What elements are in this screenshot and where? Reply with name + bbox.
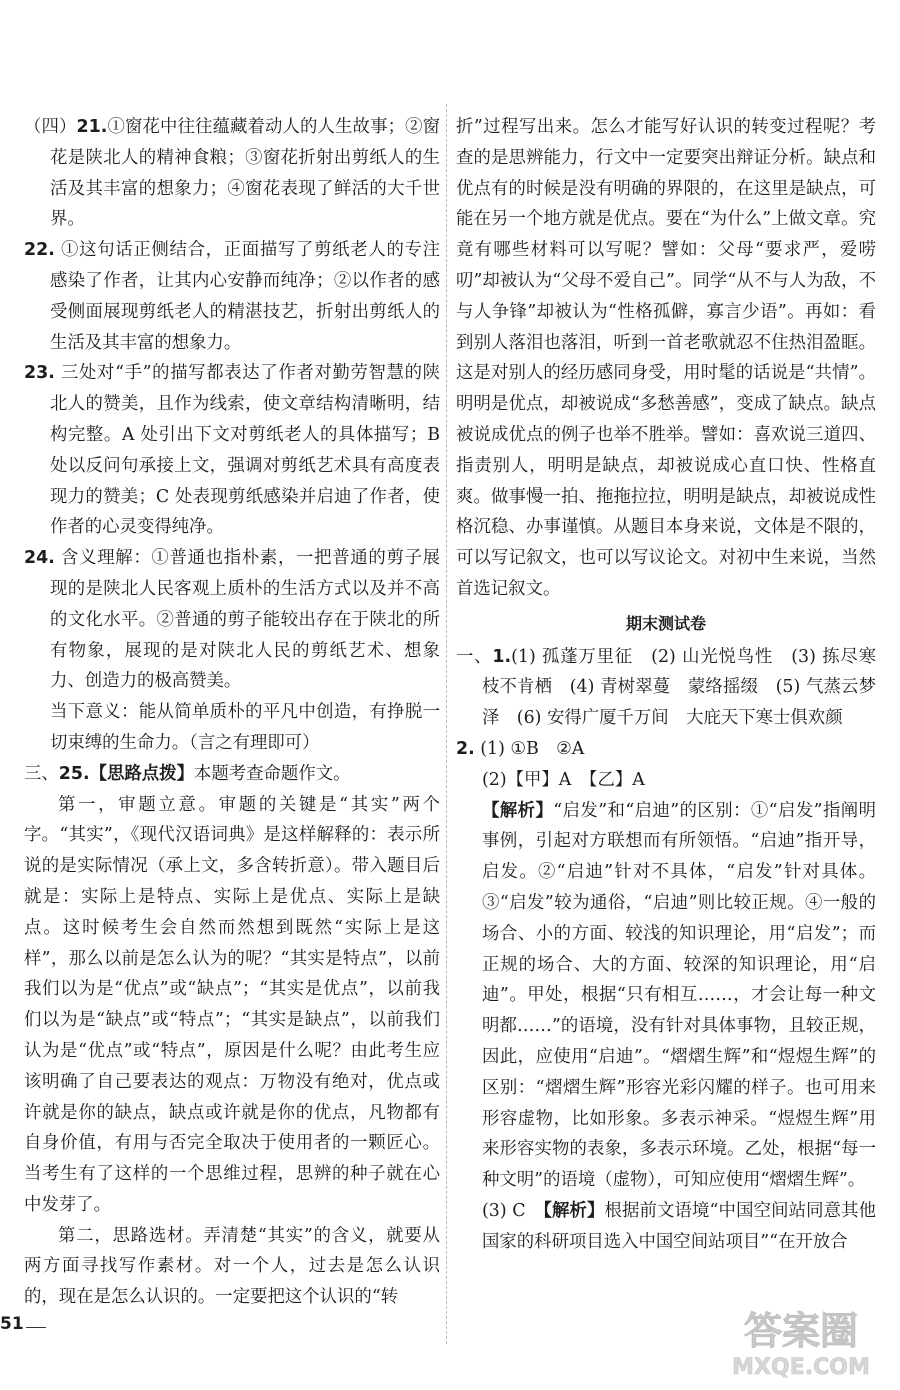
answer-24-meaning: 当下意义：能从简单质朴的平凡中创造，有挣脱一切束缚的生命力。（言之有理即可） [50,702,440,753]
answer-1: 一、1.(1) 孤蓬万里征 (2) 山光悦鸟性 (3) 拣尽寒枝不肯栖 (4) 青树翠蔓 蒙络摇缀 (5) 气蒸云梦泽 (6) 安得广厦千万间 大庇天下寒士俱欢颜 [456,646,876,729]
essay-guide-continued: 折”过程写出来。怎么才能写好认识的转变过程呢？考查的是思辨能力，行文中一定要突出辩证分析。缺点和优点有的时候是没有明确的界限的，在这里是缺点，可能在另一个地方就是优点。要在“为什么”上做文章。究竟有哪些材料可以写呢？譬如：父母“要求严，爱唠叨”却被认为“父母不爱自己”。同学“从不与人为敌，不与人争锋”却被认为“性格孤僻，寡言少语”。再如：看到别人落泪也落泪，听到一首老歌就忍不住热泪盈眶。这是对别人的经历感同身受，用时髦的话说是“共情”。明明是优点，却被说成“多愁善感”，变成了缺点。缺点被说成优点的例子也举不胜举。譬如：喜欢说三道四、指责别人，明明是缺点，却被说成心直口快、性格直爽。做事慢一拍、拖拖拉拉，明明是缺点，却被说成性格沉稳、办事谨慎。从题目本身来说，文体是不限的，可以写记叙文，也可以写议论文。对初中生来说，当然首选记叙文。 [456,117,876,599]
page-number-rule [26,1327,46,1328]
answer-2-part-2: (2)【甲】A 【乙】A [482,769,645,790]
answer-22: 22. ①这句话正侧结合，正面描写了剪纸老人的专注感染了作者，让其内心安静而纯净；②以作者的感受侧面展现剪纸老人的精湛技艺，折射出剪纸人的生活及其丰富的想象力。 [24,240,440,353]
answer-2-part-3: (3) C 【解析】根据前文语境“中国空间站同意其他国家的科研项目选入中国空间站项目”“在开放合 [482,1200,876,1252]
answer-25-head: 三、25.【思路点拨】本题考查命题作文。 [24,763,351,784]
watermark-url: MXQE.COM [732,1355,870,1380]
left-column [24,112,440,1313]
answer-2: 2. (1) ①B ②A [456,738,585,759]
watermark-logo [716,1302,886,1380]
page-number: 51 [0,1314,24,1334]
answer-24: 24. 含义理解：①普通也指朴素，一把普通的剪子展现的是陕北人民客观上质朴的生活方式以及并不高的文化水平。②普通的剪子能较出存在于陕北的所有物象，展现的是对陕北人民的剪纸艺术、想象力、创造力的极高赞美。 [24,548,440,692]
right-column [456,112,876,1257]
answer-23: 23. 三处对“手”的描写都表达了作者对勤劳智慧的陕北人的赞美，且作为线索，使文章结构清晰明，结构完整。A 处引出下文对剪纸老人的具体描写；B 处以反问句承接上文，强调对剪纸艺术具有高度表现力的赞美；C 处表现剪纸感染并启迪了作者，使作者的心灵变得纯净。 [24,363,440,538]
answer-21: （四）21.①窗花中往往蕴藏着动人的人生故事；②窗花是陕北人的精神食粮；③窗花折射出剪纸人的生活及其丰富的想象力；④窗花表现了鲜活的大千世界。 [24,117,440,230]
section-title: 期末测试卷 [625,613,706,633]
essay-guide-paragraph-2: 第二，思路选材。弄清楚“其实”的含义，就要从两方面寻找写作素材。对一个人，过去是怎么认识的，现在是怎么认识的。一定要把这个认识的“转 [24,1225,440,1308]
column-divider [446,104,447,1344]
answer-2-analysis: 【解析】“启发”和“启迪”的区别：①“启发”指阐明事例，引起对方联想而有所领悟。“启迪”指开导，启发。②“启迪”针对不具体，“启发”针对具体。③“启发”较为通俗，“启迪”则比较正规。④一般的场合、小的方面、较浅的知识理论，用“启发”；而正规的场合、大的方面、较深的知识理论，用“启迪”。甲处，根据“只有相互……，才会让每一种文明都……”的语境，没有针对具体事物，且较正规，因此，应使用“启迪”。“熠熠生辉”和“煜煜生辉”的区别：“熠熠生辉”形容光彩闪耀的样子。也可用来形容虚物，比如形象。多表示神采。“煜煜生辉”用来形容实物的表象，多表示环境。乙处，根据“每一种文明”的语境（虚物），可知应使用“熠熠生辉”。 [482,800,876,1191]
watermark-title: 答案圈 [743,1309,859,1353]
essay-guide-paragraph-1: 第一，审题立意。审题的关键是“其实”两个字。“其实”，《现代汉语词典》是这样解释的：表示所说的是实际情况（承上文，多含转折意）。带入题目后就是：实际上是特点、实际上是优点、实际上是缺点。这时候考生会自然而然想到既然“实际上是这样”，那么以前是怎么认为的呢？“其实是特点”，以前我们以为是“优点”或“缺点”；“其实是优点”，以前我们以为是“缺点”或“特点”；“其实是缺点”，以前我们认为是“优点”或“特点”，原因是什么呢？由此考生应该明确了自己要表达的观点：万物没有绝对，优点或许就是你的缺点，缺点或许就是你的优点，凡物都有自身价值，有用与否完全取决于使用者的一颗匠心。当考生有了这样的一个思维过程，思辨的种子就在心中发芽了。 [24,794,440,1215]
